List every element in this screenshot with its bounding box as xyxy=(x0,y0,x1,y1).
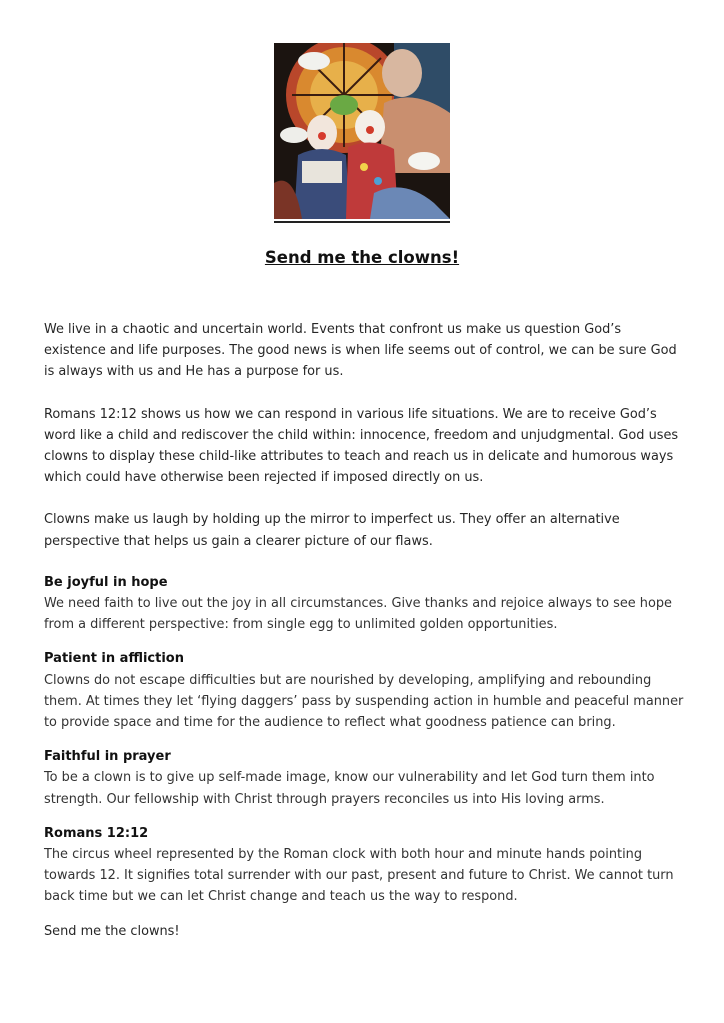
image-underline-rule xyxy=(274,221,450,223)
section-body: The circus wheel represented by the Roman clock with both hour and minute hands pointing towards 12. It signifies total surrender with our past, present and future to Christ. We cannot turn back time but we can let Christ change and teach us the way to respond. xyxy=(44,847,674,905)
clowns-paragraph: Clowns make us laugh by holding up the mirror to imperfect us. They offer an alternative perspective that helps us gain a clearer picture of our flaws. xyxy=(44,512,620,549)
section-body: We need faith to live out the joy in all circumstances. Give thanks and rejoice always to see hope from a different perspective: from single egg to unlimited golden opportunities. xyxy=(44,596,672,633)
section-romans-12-12 xyxy=(44,823,684,908)
signoff-line: Send me the clowns! xyxy=(44,923,180,939)
section-heading: Be joyful in hope xyxy=(44,574,168,590)
romans-paragraph: Romans 12:12 shows us how we can respond in various life situations. We are to receive God’s word like a child and rediscover the child within: innocence, freedom and unjudgmental. God uses clowns to display these child-like attributes to teach and reach us in delicate and humorous ways which could have otherwise been rejected if imposed directly on us. xyxy=(44,406,679,486)
section-faithful-in-prayer xyxy=(44,746,684,810)
clown-painting-image xyxy=(274,43,450,219)
page-title: Send me the clowns! xyxy=(264,248,460,267)
section-joyful-in-hope xyxy=(44,572,684,636)
section-body: To be a clown is to give up self-made image, know our vulnerability and let God turn them into strength. Our fellowship with Christ through prayers reconciles us into His loving arms. xyxy=(44,770,655,807)
section-heading: Faithful in prayer xyxy=(44,749,171,765)
section-heading: Romans 12:12 xyxy=(44,825,149,841)
section-patient-in-affliction xyxy=(44,648,684,733)
intro-paragraph: We live in a chaotic and uncertain world. Events that confront us make us question God’s existence and life purposes. The good news is when life seems out of control, we can be sure God is always with us and He has a purpose for us. xyxy=(44,322,677,380)
section-body: Clowns do not escape difficulties but are nourished by developing, amplifying and rebounding them. At times they let ‘flying daggers’ pass by suspending action in humble and peaceful manner to provide space and time for the audience to reflect what goodness patience can bring. xyxy=(44,672,684,731)
section-heading: Patient in affliction xyxy=(44,651,184,667)
article-body xyxy=(44,319,684,942)
